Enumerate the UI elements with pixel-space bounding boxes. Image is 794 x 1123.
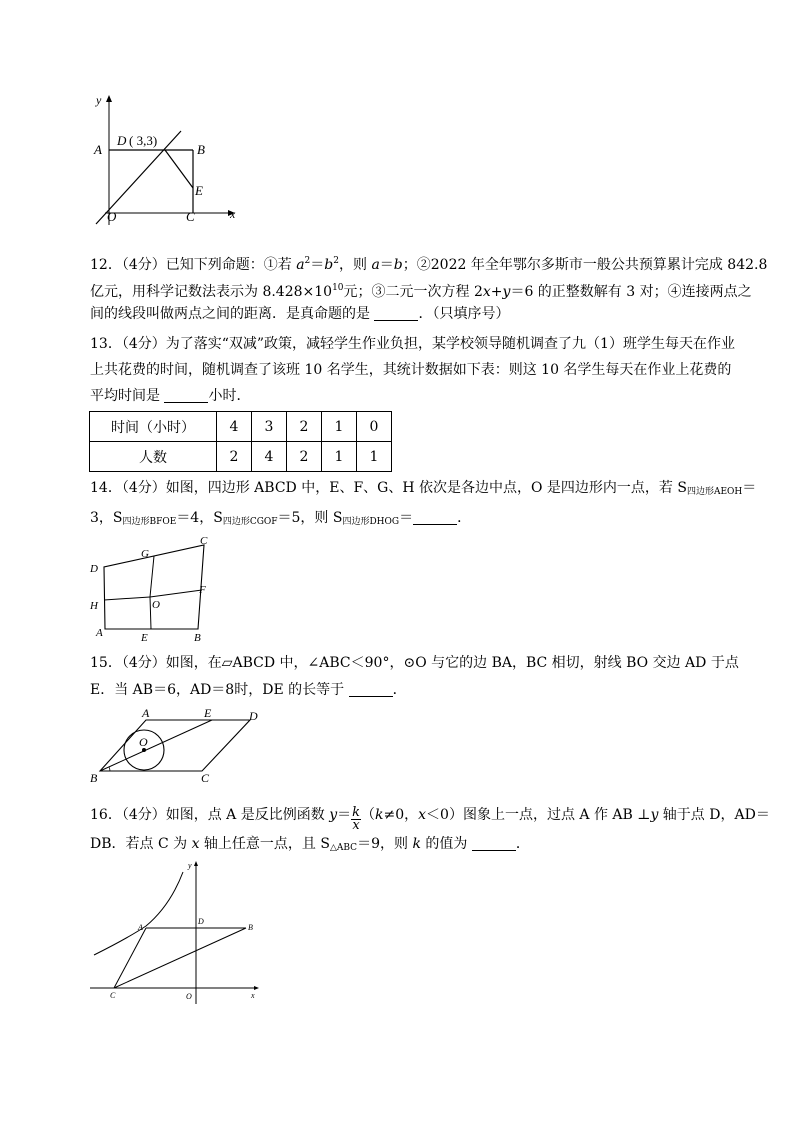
q13-line-3 — [90, 386, 730, 406]
figure-q16 — [88, 858, 268, 1008]
q12-text: 已知下列命题：①若 — [165, 257, 297, 273]
point-a-label: A — [94, 142, 102, 157]
q12-text: ＝6 的正整数解有 3 对；④连接两点之 — [510, 284, 752, 300]
q16-text: ＜0）图象上一点，过点 A 作 AB ⊥ — [426, 807, 651, 823]
q16-line-1 — [90, 805, 770, 833]
q14-text: ． — [457, 510, 472, 526]
q16-var-x: x — [418, 807, 427, 823]
q12-exp: 2 — [333, 256, 339, 266]
table-cell: 1 — [357, 442, 392, 472]
ray-be — [100, 720, 212, 771]
segment-de — [165, 150, 193, 188]
q16-text: 轴于点 D，AD＝ — [658, 807, 770, 823]
table-row — [90, 442, 392, 472]
q14-subscript: 四边形AEOH — [686, 487, 743, 497]
point-b-label: B — [90, 771, 98, 785]
q16-text: 轴上任意一点，且 S — [199, 836, 330, 852]
q16-text: ． — [515, 836, 530, 852]
point-e-label: E — [141, 632, 148, 644]
y-axis-arrow — [106, 95, 112, 102]
table-cell: 3 — [252, 412, 287, 442]
y-axis-arrow — [194, 861, 198, 866]
table-cell: 4 — [252, 442, 287, 472]
segment-of — [150, 590, 202, 597]
q12-exp: 2 — [304, 256, 311, 266]
point-e-label: E — [195, 183, 203, 198]
q14-text: ＝4，S — [176, 510, 223, 526]
y-axis-label: y — [96, 93, 102, 107]
q12-var-a: a — [371, 257, 380, 273]
answer-blank[interactable] — [164, 388, 208, 403]
q12-text: ；②2022 年全年鄂尔多斯市一般公共预算累计完成 842.8 — [402, 257, 768, 273]
q13-number: 13．（4分） — [90, 336, 166, 352]
answer-blank[interactable] — [349, 682, 393, 697]
q14-text: 如图，四边形 ABCD 中，E、F、G、H 依次是各边中点，O 是四边形内一点，若 S — [165, 480, 687, 496]
point-h-label: H — [90, 600, 98, 612]
q16-var-k: k — [412, 836, 421, 852]
segment-cb — [114, 928, 246, 988]
q14-text: ＝ — [399, 510, 414, 526]
point-a-label: A — [138, 923, 143, 932]
table-cell: 0 — [357, 412, 392, 442]
figure-q14-svg — [86, 535, 216, 645]
q12-number: 12．（4分） — [90, 257, 166, 273]
q12-var-b: b — [324, 257, 334, 273]
q12-line-2 — [90, 278, 752, 302]
q13-text: 上共花费的时间，随机调查了该班 10 名学生，其统计数据如下表：则这 10 名学生每天在作业上花费的 — [90, 362, 732, 378]
segment-ho — [104, 597, 150, 600]
q14-line-2 — [90, 508, 730, 532]
point-c-label: C — [110, 991, 116, 1000]
point-e-label: E — [204, 706, 212, 720]
q16-line-2 — [90, 834, 730, 858]
q12-eq: ＝ — [310, 257, 325, 273]
segment-go — [150, 556, 154, 597]
q13-text: 小时． — [208, 388, 251, 404]
answer-blank[interactable] — [472, 836, 516, 851]
table-cell: 4 — [217, 412, 252, 442]
point-b-label: B — [197, 142, 205, 157]
fraction-numerator: k — [352, 805, 361, 820]
point-d-label: D — [198, 917, 204, 926]
q12-text: ．（只填序号） — [418, 306, 510, 322]
q12-text: 间的线段叫做两点之间的距离．是真命题的是 — [90, 306, 375, 322]
q12-var-y: y — [502, 284, 511, 300]
q13-text: 平均时间是 — [90, 388, 165, 404]
point-o-label: O — [107, 209, 117, 224]
point-b-label: B — [194, 632, 201, 644]
point-o-label: O — [186, 992, 192, 1001]
q15-text: E．当 AB＝6，AD＝8时，DE 的长等于 — [90, 682, 349, 698]
segment-oe — [150, 597, 151, 629]
table-row — [90, 412, 392, 442]
q14-number: 14．（4分） — [90, 480, 166, 496]
point-g-label: G — [141, 548, 149, 560]
q14-subscript: 四边形CGOF — [222, 517, 278, 527]
q15-line-1 — [90, 653, 739, 673]
q15-text: ． — [392, 682, 407, 698]
segment-ca — [114, 928, 146, 988]
point-d-label: D — [90, 563, 98, 575]
q12-var-x: x — [482, 284, 491, 300]
q16-subscript: △ABC — [329, 843, 358, 853]
q16-var-k: k — [375, 807, 384, 823]
parallelogram-abcd — [100, 720, 250, 771]
q12-var-b: b — [393, 257, 403, 273]
q15-number: 15．（4分） — [90, 655, 166, 671]
answer-blank[interactable] — [413, 510, 457, 525]
table-header-cell: 时间（小时） — [90, 412, 217, 442]
q14-line-1 — [90, 478, 757, 502]
q16-var-y: y — [329, 807, 338, 823]
q16-text: 的值为 — [420, 836, 472, 852]
point-a-label: A — [96, 627, 103, 639]
point-o-label: O — [139, 735, 148, 749]
fraction-denominator: x — [352, 818, 360, 833]
table-cell: 1 — [322, 412, 357, 442]
q15-text: 如图，在▱ABCD 中，∠ABC＜90°，⊙O 与它的边 BA，BC 相切，射线 BO 交边 AD 于点 — [165, 655, 739, 671]
figure-q11 — [88, 90, 238, 230]
q16-var-y: y — [650, 807, 659, 823]
q12-line-1 — [90, 251, 768, 275]
point-d-label: D — [117, 133, 127, 148]
point-b-label: B — [248, 923, 253, 932]
q14-text: ＝5，则 S — [277, 510, 343, 526]
point-d-coord: ( 3,3) — [129, 133, 158, 148]
q12-plus: + — [490, 284, 503, 300]
q12-eq: ＝ — [379, 257, 394, 273]
q12-var-a: a — [296, 257, 305, 273]
q15-line-2 — [90, 680, 730, 700]
point-o-label: O — [152, 599, 160, 611]
q13-line-2 — [90, 360, 730, 380]
q16-text: ＝9，则 — [357, 836, 413, 852]
fraction-k-over-x — [351, 807, 361, 832]
q16-text: （ — [361, 807, 376, 823]
point-c-label: C — [200, 535, 208, 547]
answer-blank[interactable] — [374, 306, 418, 321]
x-axis-arrow — [254, 986, 259, 990]
q14-text: ＝ — [742, 480, 757, 496]
figure-q15-svg — [86, 703, 276, 785]
q14-subscript: 四边形DHOG — [342, 517, 400, 527]
point-c-label: C — [186, 209, 195, 224]
q16-text: ≠0， — [383, 807, 419, 823]
q14-text: 3，S — [90, 510, 123, 526]
table-cell: 1 — [322, 442, 357, 472]
point-a-label: A — [142, 706, 150, 720]
q12-text: 元；③二元一次方程 2 — [343, 284, 483, 300]
q12-text: ，则 — [338, 257, 372, 273]
q16-eq: ＝ — [337, 807, 352, 823]
point-f-label: F — [199, 584, 206, 596]
q12-exp: 10 — [332, 283, 344, 293]
x-axis-label: x — [251, 991, 255, 1000]
q13-text: 为了落实“双减”政策，减轻学生作业负担，某学校领导随机调查了九（1）班学生每天在作业 — [165, 336, 735, 352]
point-d-label: D — [249, 709, 258, 723]
figure-q11-svg — [88, 90, 238, 230]
y-axis-label: y — [188, 861, 192, 870]
q16-text: DB．若点 C 为 — [90, 836, 192, 852]
q16-number: 16．（4分） — [90, 807, 166, 823]
table-cell: 2 — [217, 442, 252, 472]
angle-mark-b — [109, 767, 110, 771]
figure-q14 — [86, 535, 216, 645]
figure-q16-svg — [88, 858, 268, 1008]
point-c-label: C — [201, 771, 210, 785]
q16-text: 如图，点 A 是反比例函数 — [165, 807, 330, 823]
table-header-cell: 人数 — [90, 442, 217, 472]
q12-text: 亿元，用科学记数法表示为 8.428×10 — [90, 284, 333, 300]
q14-subscript: 四边形BFOE — [122, 517, 177, 527]
figure-q15 — [86, 703, 276, 785]
q13-line-1 — [90, 334, 735, 354]
q12-line-3 — [90, 304, 730, 324]
q16-var-x: x — [191, 836, 200, 852]
table-cell: 2 — [287, 412, 322, 442]
q13-data-table — [89, 411, 392, 472]
x-axis-label: x — [230, 207, 236, 221]
table-cell: 2 — [287, 442, 322, 472]
